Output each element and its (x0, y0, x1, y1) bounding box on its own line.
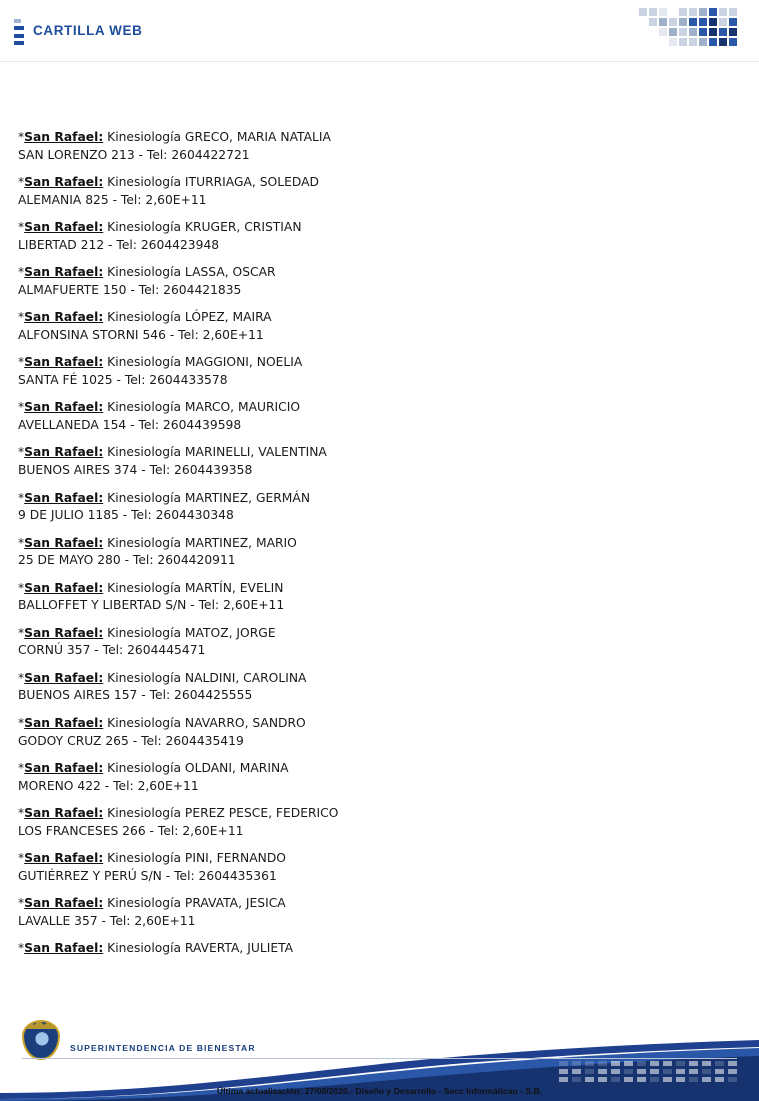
address-and-phone: LIBERTAD 212 - Tel: 2604423948 (18, 237, 220, 252)
mosaic-cell (649, 8, 657, 16)
pixel-mosaic-icon (639, 8, 749, 48)
specialty-and-name: Kinesiología ITURRIAGA, SOLEDAD (103, 175, 319, 190)
provider-heading (18, 581, 718, 597)
mosaic-cell (709, 18, 717, 26)
mosaic-cell (659, 8, 667, 16)
pixel-cell (559, 1061, 568, 1066)
pixel-cell (572, 1077, 581, 1082)
pixel-cell (611, 1077, 620, 1082)
provider-list (18, 130, 718, 968)
mosaic-cell (669, 28, 677, 36)
mosaic-cell (729, 28, 737, 36)
list-item (18, 175, 718, 208)
provider-heading (18, 671, 718, 687)
pixel-cell (689, 1061, 698, 1066)
footer-divider (22, 1058, 737, 1059)
provider-heading (18, 220, 718, 236)
pixel-cell (715, 1069, 724, 1074)
specialty-and-name: Kinesiología PINI, FERNANDO (103, 851, 286, 865)
mosaic-cell (689, 18, 697, 26)
mosaic-cell (699, 18, 707, 26)
pixel-cell (650, 1061, 659, 1066)
list-item (18, 310, 718, 343)
pixel-cell (559, 1077, 568, 1082)
mosaic-cell (669, 18, 677, 26)
provider-heading (18, 265, 718, 281)
provider-heading (18, 536, 718, 552)
pixel-cell (676, 1061, 685, 1066)
page-footer (0, 1016, 759, 1101)
provider-heading (18, 310, 718, 326)
superintendencia-shield-icon (22, 1020, 64, 1066)
specialty-and-name: Kinesiología MARTINEZ, GERMÁN (103, 490, 311, 505)
mosaic-cell (719, 18, 727, 26)
city-label: San Rafael: (24, 580, 104, 595)
list-item (18, 220, 718, 253)
mosaic-cell (729, 8, 737, 16)
city-label: San Rafael: (24, 130, 104, 144)
mosaic-cell (719, 8, 727, 16)
pixel-cell (728, 1069, 737, 1074)
list-item (18, 536, 718, 569)
asterisk-marker: * (18, 760, 25, 775)
pixel-cell (598, 1077, 607, 1082)
mosaic-cell (649, 38, 657, 46)
address-and-phone: GODOY CRUZ 265 - Tel: 2604435419 (18, 733, 244, 748)
list-item (18, 806, 718, 839)
address-and-phone: LAVALLE 357 - Tel: 2,60E+11 (18, 913, 196, 928)
specialty-and-name: Kinesiología OLDANI, MARINA (103, 760, 289, 775)
pixel-cell (611, 1069, 620, 1074)
pixel-cell (650, 1077, 659, 1082)
list-item (18, 355, 718, 388)
provider-heading (18, 355, 718, 371)
specialty-and-name: Kinesiología NAVARRO, SANDRO (103, 715, 306, 730)
pixel-cell (715, 1077, 724, 1082)
specialty-and-name: Kinesiología LASSA, OSCAR (103, 265, 276, 280)
list-item (18, 851, 718, 884)
specialty-and-name: Kinesiología KRUGER, CRISTIAN (103, 220, 302, 235)
pixel-grid-decoration (559, 1061, 759, 1087)
pixel-cell (689, 1069, 698, 1074)
city-label: San Rafael: (24, 805, 104, 820)
city-label: San Rafael: (24, 310, 104, 325)
city-label: San Rafael: (24, 760, 104, 775)
pixel-cell (728, 1077, 737, 1082)
mosaic-cell (639, 28, 647, 36)
asterisk-marker: * (18, 941, 25, 956)
pixel-cell (585, 1069, 594, 1074)
pixel-cell (572, 1069, 581, 1074)
pixel-cell (559, 1069, 568, 1074)
mosaic-cell (679, 18, 687, 26)
asterisk-marker: * (18, 805, 25, 820)
mosaic-cell (639, 38, 647, 46)
mosaic-cell (679, 28, 687, 36)
list-item (18, 896, 718, 929)
pixel-cell (572, 1061, 581, 1066)
pixel-cell (676, 1077, 685, 1082)
city-label: San Rafael: (24, 941, 104, 956)
list-item (18, 400, 718, 433)
specialty-and-name: Kinesiología MARTINEZ, MARIO (103, 535, 297, 550)
provider-heading (18, 130, 718, 146)
pixel-cell (598, 1069, 607, 1074)
specialty-and-name: Kinesiología MARTÍN, EVELIN (103, 580, 284, 595)
pixel-cell (598, 1061, 607, 1066)
list-item (18, 716, 718, 749)
mosaic-cell (709, 28, 717, 36)
specialty-and-name: Kinesiología MATOZ, JORGE (103, 625, 276, 640)
provider-heading (18, 851, 718, 867)
address-and-phone: 25 DE MAYO 280 - Tel: 2604420911 (18, 553, 236, 568)
mosaic-cell (679, 8, 687, 16)
list-item (18, 626, 718, 659)
pixel-cell (585, 1077, 594, 1082)
mosaic-cell (659, 28, 667, 36)
organization-name: SUPERINTENDENCIA DE BIENESTAR (70, 1043, 256, 1053)
address-and-phone: ALMAFUERTE 150 - Tel: 2604421835 (18, 282, 242, 297)
mosaic-cell (679, 38, 687, 46)
asterisk-marker: * (18, 220, 25, 235)
mosaic-cell (699, 28, 707, 36)
address-and-phone: ALFONSINA STORNI 546 - Tel: 2,60E+11 (18, 327, 264, 342)
address-and-phone: LOS FRANCESES 266 - Tel: 2,60E+11 (18, 823, 244, 838)
address-and-phone: SANTA FÉ 1025 - Tel: 2604433578 (18, 373, 228, 388)
pixel-cell (689, 1077, 698, 1082)
pixel-cell (637, 1077, 646, 1082)
city-label: San Rafael: (24, 490, 104, 505)
city-label: San Rafael: (24, 445, 104, 460)
specialty-and-name: Kinesiología GRECO, MARIA NATALIA (103, 130, 331, 144)
specialty-and-name: Kinesiología MARCO, MAURICIO (103, 400, 301, 415)
asterisk-marker: * (18, 445, 25, 460)
page-header (0, 0, 759, 62)
asterisk-marker: * (18, 175, 25, 190)
city-label: San Rafael: (24, 355, 104, 370)
provider-heading (18, 400, 718, 416)
city-label: San Rafael: (24, 715, 104, 730)
address-and-phone: BALLOFFET Y LIBERTAD S/N - Tel: 2,60E+11 (18, 598, 285, 613)
mosaic-cell (659, 38, 667, 46)
mosaic-cell (649, 18, 657, 26)
list-item (18, 491, 718, 524)
list-item (18, 445, 718, 478)
mosaic-cell (719, 38, 727, 46)
pixel-cell (624, 1061, 633, 1066)
city-label: San Rafael: (24, 896, 104, 911)
mosaic-cell (639, 18, 647, 26)
address-and-phone: BUENOS AIRES 157 - Tel: 2604425555 (18, 688, 253, 703)
mosaic-cell (729, 18, 737, 26)
city-label: San Rafael: (24, 265, 104, 280)
pixel-cell (637, 1061, 646, 1066)
pixel-cell (728, 1061, 737, 1066)
mosaic-cell (689, 8, 697, 16)
provider-heading (18, 491, 718, 507)
address-and-phone: ALEMANIA 825 - Tel: 2,60E+11 (18, 192, 207, 207)
asterisk-marker: * (18, 490, 25, 505)
provider-heading (18, 175, 718, 191)
specialty-and-name: Kinesiología NALDINI, CAROLINA (103, 670, 307, 685)
asterisk-marker: * (18, 310, 25, 325)
pixel-cell (663, 1069, 672, 1074)
asterisk-marker: * (18, 580, 25, 595)
asterisk-marker: * (18, 670, 25, 685)
asterisk-marker: * (18, 355, 25, 370)
city-label: San Rafael: (24, 670, 104, 685)
provider-heading (18, 941, 718, 957)
mosaic-cell (719, 28, 727, 36)
address-and-phone: AVELLANEDA 154 - Tel: 2604439598 (18, 418, 242, 433)
address-and-phone: GUTIÉRREZ Y PERÚ S/N - Tel: 2604435361 (18, 868, 277, 883)
address-and-phone: BUENOS AIRES 374 - Tel: 2604439358 (18, 463, 253, 478)
list-item (18, 130, 718, 163)
pixel-cell (637, 1069, 646, 1074)
pixel-cell (650, 1069, 659, 1074)
specialty-and-name: Kinesiología MAGGIONI, NOELIA (103, 355, 303, 370)
pixel-cell (715, 1061, 724, 1066)
list-item (18, 761, 718, 794)
asterisk-marker: * (18, 715, 25, 730)
mosaic-cell (669, 8, 677, 16)
provider-heading (18, 445, 718, 461)
mosaic-cell (699, 8, 707, 16)
asterisk-marker: * (18, 265, 25, 280)
asterisk-marker: * (18, 851, 25, 865)
city-label: San Rafael: (24, 535, 104, 550)
city-label: San Rafael: (24, 400, 104, 415)
mosaic-cell (709, 8, 717, 16)
specialty-and-name: Kinesiología LÓPEZ, MAIRA (103, 310, 272, 325)
asterisk-marker: * (18, 896, 25, 911)
list-item (18, 581, 718, 614)
address-and-phone: CORNÚ 357 - Tel: 2604445471 (18, 643, 206, 658)
pixel-cell (702, 1061, 711, 1066)
pixel-cell (702, 1069, 711, 1074)
mosaic-cell (639, 8, 647, 16)
page-title: CARTILLA WEB (33, 23, 143, 38)
pixel-cell (663, 1061, 672, 1066)
asterisk-marker: * (18, 625, 25, 640)
city-label: San Rafael: (24, 851, 104, 865)
pixel-cell (624, 1069, 633, 1074)
provider-heading (18, 716, 718, 732)
provider-heading (18, 896, 718, 912)
address-and-phone: MORENO 422 - Tel: 2,60E+11 (18, 778, 199, 793)
last-update-note: Última actualización: 27/08/2020.- Diseño y Desarrollo - Secc Informáticao - S.B. (216, 1086, 543, 1096)
mosaic-cell (689, 28, 697, 36)
mosaic-cell (699, 38, 707, 46)
list-item (18, 941, 718, 957)
specialty-and-name: Kinesiología RAVERTA, JULIETA (103, 941, 294, 956)
city-label: San Rafael: (24, 625, 104, 640)
list-item (18, 265, 718, 298)
bars-logo-icon (14, 19, 24, 45)
pixel-cell (702, 1077, 711, 1082)
mosaic-cell (689, 38, 697, 46)
pixel-cell (676, 1069, 685, 1074)
mosaic-cell (709, 38, 717, 46)
specialty-and-name: Kinesiología MARINELLI, VALENTINA (103, 445, 327, 460)
pixel-cell (585, 1061, 594, 1066)
provider-heading (18, 761, 718, 777)
mosaic-cell (669, 38, 677, 46)
asterisk-marker: * (18, 130, 25, 144)
city-label: San Rafael: (24, 175, 104, 190)
city-label: San Rafael: (24, 220, 104, 235)
mosaic-cell (659, 18, 667, 26)
mosaic-cell (649, 28, 657, 36)
pixel-cell (624, 1077, 633, 1082)
specialty-and-name: Kinesiología PEREZ PESCE, FEDERICO (103, 805, 339, 820)
asterisk-marker: * (18, 535, 25, 550)
provider-heading (18, 806, 718, 822)
provider-heading (18, 626, 718, 642)
pixel-cell (611, 1061, 620, 1066)
specialty-and-name: Kinesiología PRAVATA, JESICA (103, 896, 286, 911)
asterisk-marker: * (18, 400, 25, 415)
pixel-cell (663, 1077, 672, 1082)
address-and-phone: 9 DE JULIO 1185 - Tel: 2604430348 (18, 508, 234, 523)
address-and-phone: SAN LORENZO 213 - Tel: 2604422721 (18, 147, 250, 162)
list-item (18, 671, 718, 704)
mosaic-cell (729, 38, 737, 46)
